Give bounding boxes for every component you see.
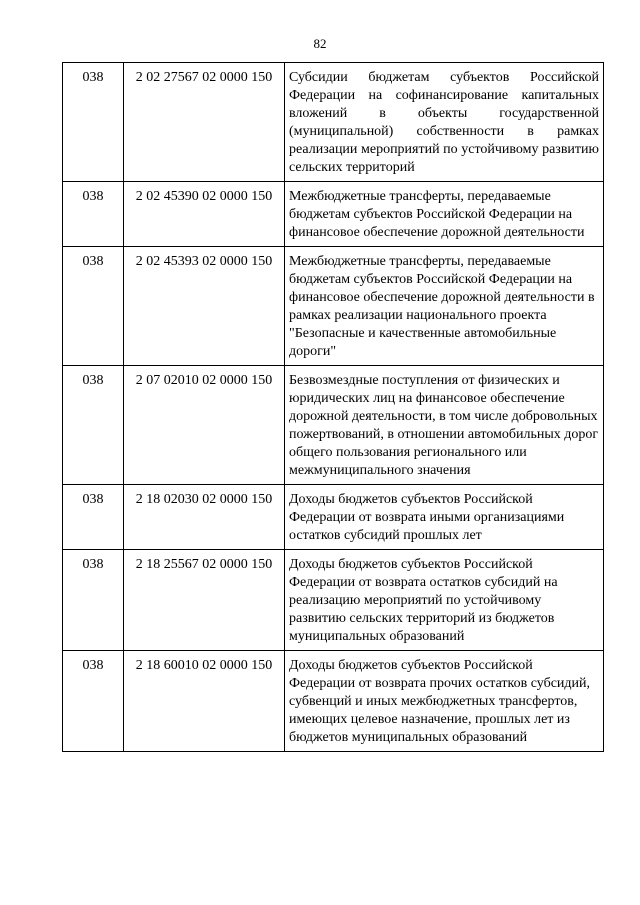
table-row [63, 366, 604, 485]
admin-code-cell: 038 [63, 485, 124, 550]
revenue-codes-table [62, 62, 604, 752]
table-row [63, 247, 604, 366]
table-row [63, 63, 604, 182]
table-row [63, 485, 604, 550]
budget-classification-code-cell: 2 02 45390 02 0000 150 [124, 182, 285, 247]
admin-code-cell: 038 [63, 366, 124, 485]
revenue-name-cell: Безвозмездные поступления от физических и юридических лиц на финансовое обеспечение дорожной деятельности, в том числе добровольных пожертвований, в отношении автомобильных дорог общего пользования регионального или межмуниципального значения [285, 366, 604, 485]
revenue-name-cell: Межбюджетные трансферты, передаваемые бюджетам субъектов Российской Федерации на финансовое обеспечение дорожной деятельности в рамках реализации национального проекта "Безопасные и качественные автомобильные дороги" [285, 247, 604, 366]
budget-classification-code-cell: 2 02 45393 02 0000 150 [124, 247, 285, 366]
budget-classification-code-cell: 2 07 02010 02 0000 150 [124, 366, 285, 485]
admin-code-cell: 038 [63, 247, 124, 366]
budget-classification-code-cell: 2 18 02030 02 0000 150 [124, 485, 285, 550]
budget-classification-code-cell: 2 18 60010 02 0000 150 [124, 651, 285, 752]
table-row [63, 182, 604, 247]
revenue-name-cell: Субсидии бюджетам субъектов Российской Федерации на софинансирование капитальных вложений в объекты государственной (муниципальной) собственности в рамках реализации мероприятий по устойчивому развитию сельских территорий [285, 63, 604, 182]
table-row [63, 651, 604, 752]
budget-classification-code-cell: 2 18 25567 02 0000 150 [124, 550, 285, 651]
table-row [63, 550, 604, 651]
budget-classification-code-cell: 2 02 27567 02 0000 150 [124, 63, 285, 182]
admin-code-cell: 038 [63, 550, 124, 651]
admin-code-cell: 038 [63, 182, 124, 247]
revenue-name-cell: Межбюджетные трансферты, передаваемые бюджетам субъектов Российской Федерации на финансовое обеспечение дорожной деятельности [285, 182, 604, 247]
admin-code-cell: 038 [63, 63, 124, 182]
admin-code-cell: 038 [63, 651, 124, 752]
revenue-name-cell: Доходы бюджетов субъектов Российской Федерации от возврата остатков субсидий на реализацию мероприятий по устойчивому развитию сельских территорий из бюджетов муниципальных образований [285, 550, 604, 651]
page-number: 82 [313, 36, 327, 51]
revenue-name-cell: Доходы бюджетов субъектов Российской Федерации от возврата прочих остатков субсидий, субвенций и иных межбюджетных трансфертов, имеющих целевое назначение, прошлых лет из бюджетов муниципальных образований [285, 651, 604, 752]
revenue-name-cell: Доходы бюджетов субъектов Российской Федерации от возврата иными организациями остатков субсидий прошлых лет [285, 485, 604, 550]
